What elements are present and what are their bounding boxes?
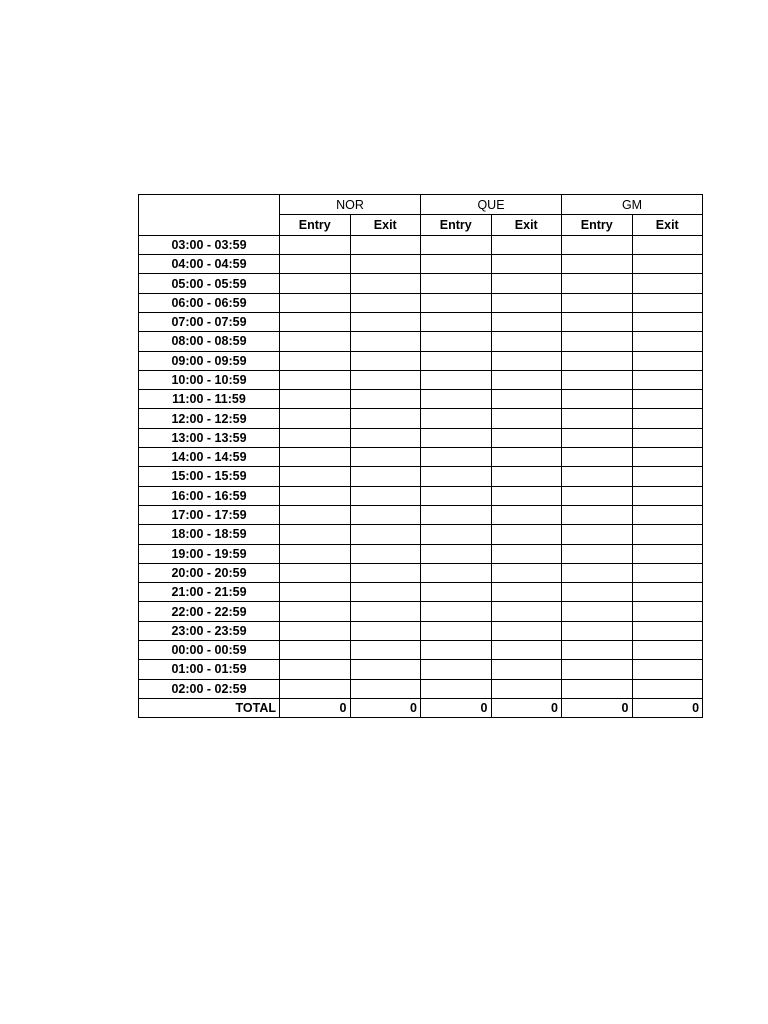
count-cell[interactable] [350,486,421,505]
count-cell[interactable] [280,428,351,447]
count-cell[interactable] [421,428,492,447]
count-cell[interactable] [562,583,633,602]
count-cell[interactable] [562,274,633,293]
hourly-entry-exit-table [138,194,703,718]
count-cell[interactable] [350,255,421,274]
count-cell[interactable] [562,621,633,640]
count-cell[interactable] [350,390,421,409]
count-cell[interactable] [562,409,633,428]
count-cell[interactable] [491,235,562,254]
count-cell[interactable] [491,621,562,640]
time-range-cell: 16:00 - 16:59 [139,486,280,505]
count-cell[interactable] [350,583,421,602]
total-value-cell: 0 [280,698,351,717]
count-cell[interactable] [632,409,703,428]
count-cell[interactable] [421,293,492,312]
count-cell[interactable] [491,563,562,582]
count-cell[interactable] [632,660,703,679]
count-cell[interactable] [421,370,492,389]
corner-cell [139,195,280,236]
count-cell[interactable] [632,255,703,274]
count-cell[interactable] [421,312,492,331]
count-cell[interactable] [632,293,703,312]
count-cell[interactable] [421,602,492,621]
time-range-cell: 18:00 - 18:59 [139,525,280,544]
time-range-cell: 05:00 - 05:59 [139,274,280,293]
group-header-nor: NOR [280,195,421,215]
count-cell[interactable] [632,390,703,409]
count-cell[interactable] [280,255,351,274]
time-range-cell: 10:00 - 10:59 [139,370,280,389]
count-cell[interactable] [562,312,633,331]
table-row [139,467,703,486]
time-range-cell: 07:00 - 07:59 [139,312,280,331]
time-range-cell: 00:00 - 00:59 [139,641,280,660]
count-cell[interactable] [632,641,703,660]
count-cell[interactable] [280,544,351,563]
count-cell[interactable] [280,351,351,370]
count-cell[interactable] [562,351,633,370]
count-cell[interactable] [632,583,703,602]
count-cell[interactable] [562,332,633,351]
count-cell[interactable] [632,312,703,331]
count-cell[interactable] [491,312,562,331]
count-cell[interactable] [632,505,703,524]
time-range-cell: 02:00 - 02:59 [139,679,280,698]
time-range-cell: 09:00 - 09:59 [139,351,280,370]
table-row [139,544,703,563]
count-cell[interactable] [421,467,492,486]
count-cell[interactable] [350,448,421,467]
table-row [139,274,703,293]
total-value-cell: 0 [632,698,703,717]
count-cell[interactable] [421,274,492,293]
count-cell[interactable] [421,486,492,505]
count-cell[interactable] [632,274,703,293]
count-cell[interactable] [350,467,421,486]
count-cell[interactable] [632,621,703,640]
count-cell[interactable] [350,505,421,524]
time-range-cell: 01:00 - 01:59 [139,660,280,679]
count-cell[interactable] [562,448,633,467]
count-cell[interactable] [632,351,703,370]
table-row [139,235,703,254]
table-row [139,679,703,698]
time-range-cell: 06:00 - 06:59 [139,293,280,312]
count-cell[interactable] [421,255,492,274]
count-cell[interactable] [350,312,421,331]
time-range-cell: 23:00 - 23:59 [139,621,280,640]
count-cell[interactable] [562,370,633,389]
traffic-count-sheet [138,194,700,718]
time-range-cell: 13:00 - 13:59 [139,428,280,447]
count-cell[interactable] [421,544,492,563]
count-cell[interactable] [350,621,421,640]
count-cell[interactable] [350,602,421,621]
count-cell[interactable] [632,602,703,621]
table-row [139,409,703,428]
count-cell[interactable] [491,390,562,409]
subheader-entry: Entry [280,215,351,235]
count-cell[interactable] [421,332,492,351]
table-row [139,660,703,679]
count-cell[interactable] [421,563,492,582]
table-row [139,293,703,312]
count-cell[interactable] [350,544,421,563]
count-cell[interactable] [280,370,351,389]
time-range-cell: 14:00 - 14:59 [139,448,280,467]
table-row [139,332,703,351]
total-value-cell: 0 [491,698,562,717]
count-cell[interactable] [421,621,492,640]
count-cell[interactable] [280,332,351,351]
count-cell[interactable] [421,409,492,428]
count-cell[interactable] [350,274,421,293]
count-cell[interactable] [280,525,351,544]
count-cell[interactable] [632,679,703,698]
count-cell[interactable] [562,255,633,274]
table-row [139,448,703,467]
count-cell[interactable] [421,448,492,467]
count-cell[interactable] [350,370,421,389]
count-cell[interactable] [350,235,421,254]
total-row [139,698,703,717]
count-cell[interactable] [632,448,703,467]
count-cell[interactable] [280,235,351,254]
count-cell[interactable] [421,390,492,409]
count-cell[interactable] [491,448,562,467]
total-value-cell: 0 [562,698,633,717]
time-range-cell: 15:00 - 15:59 [139,467,280,486]
subheader-entry: Entry [562,215,633,235]
count-cell[interactable] [280,583,351,602]
count-cell[interactable] [491,679,562,698]
count-cell[interactable] [562,235,633,254]
count-cell[interactable] [491,660,562,679]
table-row [139,255,703,274]
count-cell[interactable] [632,370,703,389]
count-cell[interactable] [350,641,421,660]
count-cell[interactable] [280,641,351,660]
count-cell[interactable] [491,351,562,370]
table-row [139,428,703,447]
table-row [139,583,703,602]
count-cell[interactable] [632,525,703,544]
count-cell[interactable] [491,428,562,447]
count-cell[interactable] [421,660,492,679]
table-row [139,351,703,370]
time-range-cell: 19:00 - 19:59 [139,544,280,563]
count-cell[interactable] [350,428,421,447]
count-cell[interactable] [280,293,351,312]
count-cell[interactable] [562,660,633,679]
count-cell[interactable] [280,679,351,698]
subheader-entry: Entry [421,215,492,235]
time-range-cell: 11:00 - 11:59 [139,390,280,409]
table-row [139,505,703,524]
count-cell[interactable] [562,525,633,544]
count-cell[interactable] [562,486,633,505]
count-cell[interactable] [350,351,421,370]
total-label: TOTAL [139,698,280,717]
table-body [139,195,703,718]
count-cell[interactable] [562,390,633,409]
table-row [139,621,703,640]
count-cell[interactable] [280,486,351,505]
table-row [139,390,703,409]
count-cell[interactable] [491,467,562,486]
total-value-cell: 0 [350,698,421,717]
count-cell[interactable] [280,602,351,621]
count-cell[interactable] [632,486,703,505]
count-cell[interactable] [562,293,633,312]
count-cell[interactable] [280,660,351,679]
group-header-que: QUE [421,195,562,215]
count-cell[interactable] [491,332,562,351]
group-header-row [139,195,703,215]
count-cell[interactable] [280,390,351,409]
table-row [139,312,703,331]
count-cell[interactable] [491,525,562,544]
count-cell[interactable] [350,660,421,679]
count-cell[interactable] [632,563,703,582]
count-cell[interactable] [562,563,633,582]
count-cell[interactable] [280,448,351,467]
time-range-cell: 04:00 - 04:59 [139,255,280,274]
table-row [139,486,703,505]
table-row [139,525,703,544]
table-row [139,602,703,621]
count-cell[interactable] [491,370,562,389]
count-cell[interactable] [350,293,421,312]
time-range-cell: 12:00 - 12:59 [139,409,280,428]
count-cell[interactable] [350,563,421,582]
count-cell[interactable] [421,525,492,544]
count-cell[interactable] [421,351,492,370]
count-cell[interactable] [280,312,351,331]
count-cell[interactable] [632,544,703,563]
count-cell[interactable] [350,525,421,544]
group-header-gm: GM [562,195,703,215]
subheader-exit: Exit [491,215,562,235]
time-range-cell: 17:00 - 17:59 [139,505,280,524]
count-cell[interactable] [562,641,633,660]
count-cell[interactable] [491,505,562,524]
time-range-cell: 22:00 - 22:59 [139,602,280,621]
count-cell[interactable] [491,486,562,505]
time-range-cell: 08:00 - 08:59 [139,332,280,351]
count-cell[interactable] [421,679,492,698]
table-row [139,370,703,389]
total-value-cell: 0 [421,698,492,717]
count-cell[interactable] [280,467,351,486]
count-cell[interactable] [562,467,633,486]
count-cell[interactable] [562,544,633,563]
count-cell[interactable] [280,505,351,524]
time-range-cell: 03:00 - 03:59 [139,235,280,254]
count-cell[interactable] [421,505,492,524]
count-cell[interactable] [491,641,562,660]
count-cell[interactable] [632,332,703,351]
count-cell[interactable] [491,255,562,274]
count-cell[interactable] [280,563,351,582]
subheader-exit: Exit [350,215,421,235]
count-cell[interactable] [562,602,633,621]
count-cell[interactable] [491,293,562,312]
count-cell[interactable] [280,274,351,293]
count-cell[interactable] [632,235,703,254]
count-cell[interactable] [491,583,562,602]
count-cell[interactable] [562,679,633,698]
count-cell[interactable] [632,428,703,447]
count-cell[interactable] [280,409,351,428]
count-cell[interactable] [491,274,562,293]
count-cell[interactable] [421,583,492,602]
count-cell[interactable] [350,679,421,698]
count-cell[interactable] [491,544,562,563]
count-cell[interactable] [350,409,421,428]
count-cell[interactable] [632,467,703,486]
count-cell[interactable] [491,602,562,621]
subheader-exit: Exit [632,215,703,235]
count-cell[interactable] [421,235,492,254]
count-cell[interactable] [562,505,633,524]
count-cell[interactable] [491,409,562,428]
count-cell[interactable] [280,621,351,640]
table-row [139,563,703,582]
time-range-cell: 21:00 - 21:59 [139,583,280,602]
count-cell[interactable] [562,428,633,447]
table-row [139,641,703,660]
count-cell[interactable] [421,641,492,660]
time-range-cell: 20:00 - 20:59 [139,563,280,582]
count-cell[interactable] [350,332,421,351]
